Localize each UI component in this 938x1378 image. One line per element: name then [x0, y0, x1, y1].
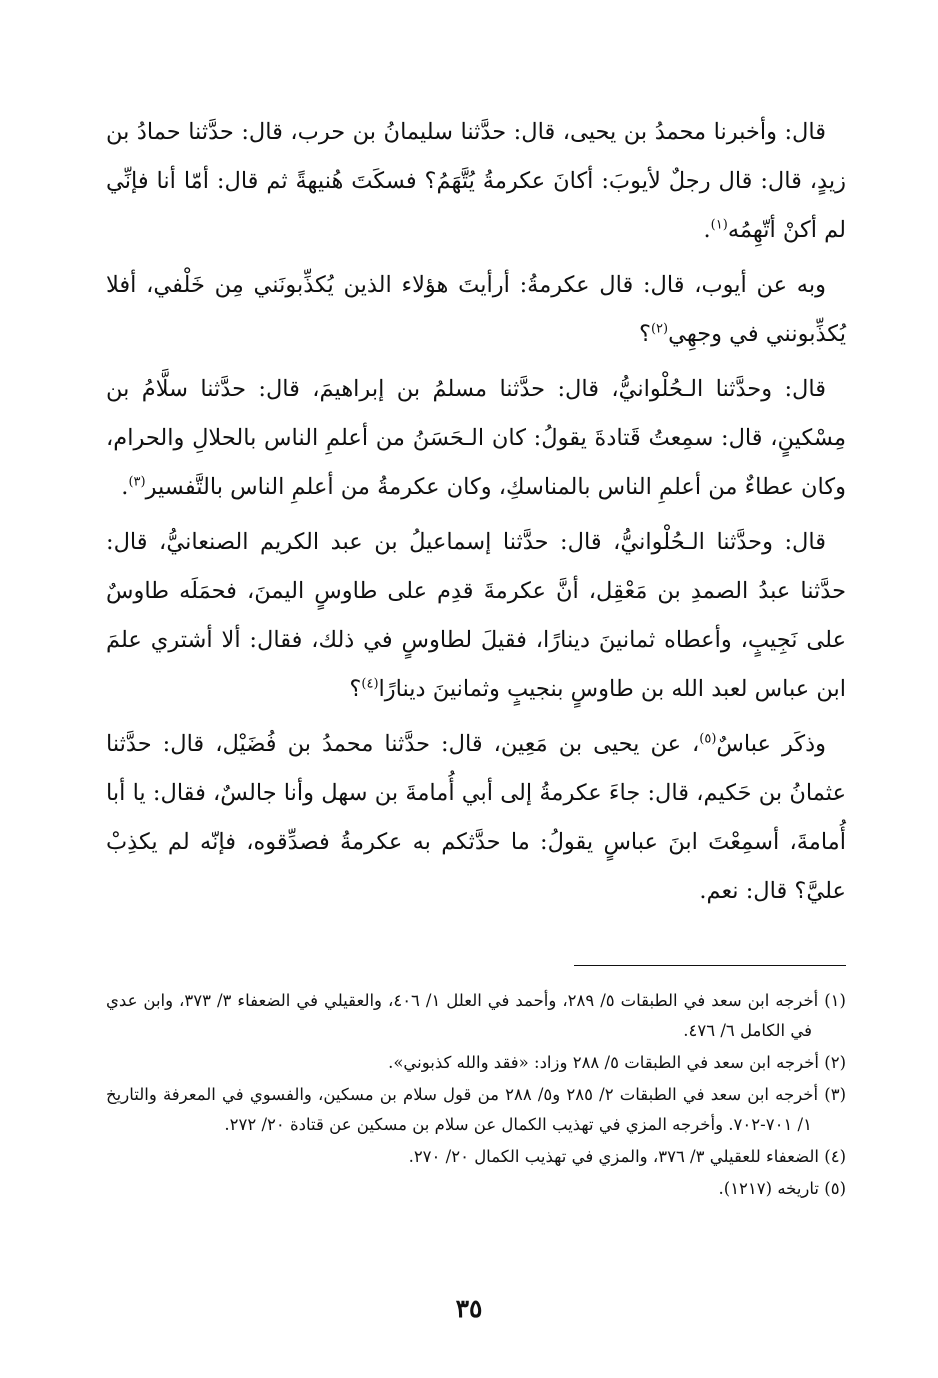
main-text — [106, 108, 846, 916]
footnote: (٣) أخرجه ابن سعد في الطبقات ٢/ ٢٨٥ و٥/ ٢٨٨ من قول سلام بن مسكين، والفسوي في المعرفة والتاريخ ١/ ٧٠١-٧٠٢. وأخرجه المزي في تهذيب الكمال عن سلام بن مسكين عن قتادة ٢٠/ ٢٧٢. — [106, 1085, 846, 1134]
footnote: (٢) أخرجه ابن سعد في الطبقات ٥/ ٢٨٨ وزاد: «فقد والله كذبوني». — [388, 1053, 846, 1072]
footnote-separator — [574, 965, 846, 966]
footnote-reference[interactable]: (١) — [710, 217, 728, 233]
paragraph-text: وبه عن أيوب، قال: قال عكرمةُ: أرأيتَ هؤلاء الذين يُكذِّبونَني مِن خَلْفي، أفلا يُكذِّبونني في وجهِي — [106, 272, 846, 347]
paragraph — [106, 108, 846, 255]
paragraph — [106, 720, 846, 916]
paragraph-text: قال: وحدَّثنا الـحُلْوانيُّ، قال: حدَّثنا إسماعيلُ بن عبد الكريم الصنعانيُّ، قال: حدَّثنا عبدُ الصمدِ بن مَعْقِل، أنَّ عكرمةَ قدِم على طاوسٍ اليمنَ، فحمَلَه طاوسٌ على نَجِيبٍ، وأعطاه ثمانينَ دينارًا، فقيلَ لطاوسٍ في ذلك، فقال: ألا أشتري علمَ ابن عباس لعبد الله بن طاوسٍ بنجيبٍ وثمانينَ دينارًا — [106, 529, 846, 702]
footnote-reference[interactable]: (٥) — [699, 731, 717, 747]
paragraph-tail: ؟ — [639, 321, 651, 347]
footnotes — [106, 986, 846, 1206]
paragraph-tail: ، عن يحيى بن مَعِين، قال: حدَّثنا محمدُ بن فُضَيْل، قال: حدَّثنا عثمانُ بن حَكيم، قال: جاءَ عكرمةُ إلى أبي أُمامةَ بن سهل وأنا جالسٌ، فقال: يا أبا أُمامةَ، أسمِعْتَ ابنَ عباسٍ يقولُ: ما حدَّثكم به عكرمةُ فصدِّقوه، فإنّه لم يكذِبْ عليَّ؟ قال: نعم. — [106, 731, 846, 904]
footnote: (٤) الضعفاء للعقيلي ٣/ ٣٧٦، والمزي في تهذيب الكمال ٢٠/ ٢٧٠. — [408, 1147, 846, 1166]
paragraph-text: قال: وأخبرنا محمدُ بن يحيى، قال: حدَّثنا سليمانُ بن حرب، قال: حدَّثنا حمادُ بن زيدٍ، قال: قال رجلٌ لأيوبَ: أكانَ عكرمةُ يُتَّهَمُ؟ فسكَتَ هُنيهةً ثم قال: أمّا أنا فإنِّي لم أكنْ أتّهِمُه — [106, 119, 846, 243]
paragraph — [106, 518, 846, 714]
paragraph-text: وذكَر عباسٌ — [716, 731, 826, 757]
paragraph — [106, 365, 846, 512]
footnote: (٥) تاريخه (١٢١٧). — [718, 1179, 846, 1198]
paragraph-tail: ؟ — [349, 676, 362, 702]
page-content — [106, 108, 846, 922]
footnote-reference[interactable]: (٣) — [128, 474, 146, 490]
paragraph — [106, 261, 846, 359]
footnote-reference[interactable]: (٢) — [650, 321, 669, 337]
footnote: (١) أخرجه ابن سعد في الطبقات ٥/ ٢٨٩، وأحمد في العلل ١/ ٤٠٦، والعقيلي في الضعفاء ٣/ ٣٧٣، وابن عدي في الكامل ٦/ ٤٧٦. — [106, 991, 846, 1040]
page-number: ٣٥ — [455, 1294, 483, 1323]
paragraph-tail: . — [703, 217, 711, 243]
paragraph-text: قال: وحدَّثنا الـحُلْوانيُّ، قال: حدَّثنا مسلمُ بن إبراهيمَ، قال: حدَّثنا سلَّامُ بن مِسْكينٍ، قال: سمِعتُ قَتادةَ يقولُ: كان الـحَسَنُ من أعلمِ الناس بالحلالِ والحرام، وكان عطاءٌ من أعلمِ الناس بالمناسكِ، وكان عكرمةُ من أعلمِ الناس بالتَّفسير — [106, 376, 846, 500]
footnote-reference[interactable]: (٤) — [361, 676, 379, 692]
paragraph-tail: . — [121, 474, 129, 500]
